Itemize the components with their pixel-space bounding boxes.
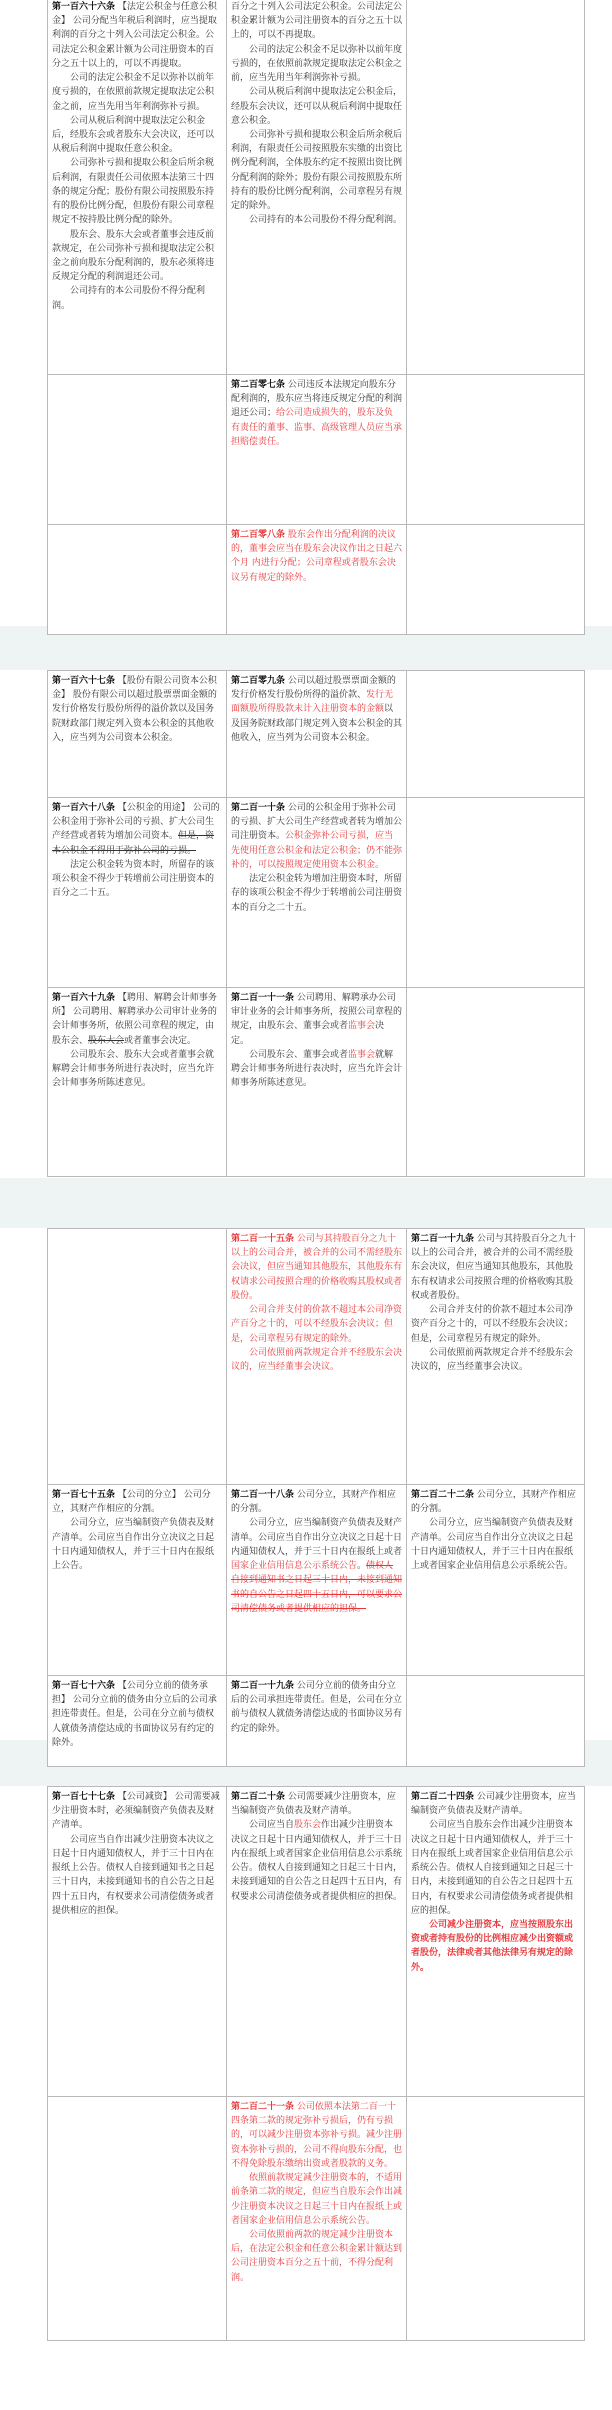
final-cell	[407, 1787, 585, 2097]
clause-text: 公司与其持股百分之九十以上的公司合并，被合并的公司不需经股东会决议，但应当通知其他股东，其他股东有权请求公司按照合理的价格收购其股权或者股份。	[231, 1234, 403, 1301]
clause-text: 百分之十列入公司法定公积金。公司法定公积金累计额为公司注册资本的百分之五十以上的，可以不再提取。	[231, 2, 403, 41]
final-cell	[407, 2097, 585, 2341]
draft-cell	[227, 2097, 407, 2341]
old-law-cell	[48, 0, 227, 375]
clause-text: 公司减少注册资本，应当编制资产负债表及财产清单。	[411, 1792, 576, 1817]
clause-text: 股东会	[294, 1820, 322, 1831]
clause-text: 就解聘会计师事务所进行表决时，应当允许会计师事务所陈述意见。	[231, 1049, 403, 1089]
clause-text: 公司分立，其财产作相应的分割。	[411, 1490, 576, 1515]
clause-paragraph	[52, 114, 222, 157]
clause-text: 公司从税后利润中提取法定公积金后，经股东会或者股东大会决议，还可以从税后利润中提取任意公积金。	[52, 115, 215, 155]
clause-paragraph	[231, 378, 402, 449]
clause-text: 公司应当自作出减少注册资本决议之日起十日内通知债权人，并于三十日内在报纸上公告。债权人自接到通知书之日起三十日内，未接到通知书的自公告之日起四十五日内，有权要求公司清偿债务或者提供相应的担保。	[52, 1834, 215, 1916]
clause-paragraph	[231, 1346, 402, 1374]
clause-paragraph	[52, 1833, 222, 1918]
clause-text: 公司从税后利润中提取法定公积金后，经股东会决议，还可以从税后利润中提取任意公积金。	[231, 87, 403, 126]
draft-cell	[227, 1485, 407, 1676]
clause-paragraph	[231, 213, 402, 227]
clause-text: 【公积金的用途】 公司的公积金用于弥补公司的亏损、扩大公司生产经营或者转为增加公司资本。	[52, 803, 220, 842]
clause-paragraph	[52, 674, 222, 745]
clause-paragraph	[52, 71, 222, 114]
table-row	[48, 798, 585, 988]
table-row	[48, 1485, 585, 1676]
final-cell	[407, 798, 585, 988]
clause-text: 作出减少注册资本决议之日起十日内通知债权人，并于三十日内在报纸上或者国家企业信用信息公示系统公告。债权人自接到通知之日起三十日内，未接到通知的自公告之日起四十五日内，有权要求公司清偿债务或者提供相应的担保。	[231, 1820, 403, 1902]
old-law-cell	[48, 1229, 227, 1485]
clause-text: 公司与其持股百分之九十以上的公司合并，被合并的公司不需经股东会决议，但应当通知其他股东，其他股东有权请求公司按照合理的价格收购其股权或者股份。	[411, 1234, 576, 1301]
comparison-table-2	[47, 670, 585, 1177]
clause-text: 【公司减资】 公司需要减少注册资本时，必须编制资产负债表及财产清单。	[52, 1792, 220, 1831]
final-cell	[407, 525, 585, 635]
clause-paragraph	[231, 128, 402, 213]
article-number: 第二百一十九条	[411, 1234, 475, 1244]
clause-text: 股东大会	[88, 1035, 125, 1046]
article-number: 第一百六十九条	[52, 993, 116, 1003]
clause-text: 决定。	[231, 1021, 385, 1046]
clause-paragraph	[52, 1488, 222, 1516]
clause-paragraph	[231, 801, 402, 872]
clause-paragraph	[52, 0, 222, 71]
clause-text: 监事会	[348, 1049, 376, 1060]
article-number: 第二百一十五条	[231, 1234, 295, 1244]
clause-text: 公司分立，应当编制资产负债表及财产清单。公司应当自作出分立决议之日起十日内通知债权人，并于三十日内在报纸上公告。	[52, 1518, 215, 1572]
draft-cell	[227, 525, 407, 635]
clause-paragraph	[231, 43, 402, 86]
clause-text: 公司分立，其财产作相应的分割。	[231, 1490, 396, 1515]
article-number: 第二百一十条	[231, 803, 286, 813]
clause-text: 公司的法定公积金不足以弥补以前年度亏损的，在依照前款规定提取法定公积金之前，应当先用当年利润弥补亏损。	[231, 44, 403, 84]
draft-cell	[227, 671, 407, 798]
old-law-cell	[48, 1485, 227, 1676]
clause-paragraph	[52, 284, 222, 312]
clause-paragraph	[231, 1516, 402, 1616]
clause-text: 公司合并支付的价款不超过本公司净资产百分之十的，可以不经股东会决议；但是，公司章程另有规定的除外。	[231, 1305, 403, 1344]
final-cell	[407, 1676, 585, 1767]
table-row	[48, 1229, 585, 1485]
clause-text: 公司聘用、解聘承办公司审计业务的会计师事务所，按照公司章程的规定，由股东会、董事会或者	[231, 993, 403, 1032]
article-number: 第二百零八条	[231, 530, 286, 540]
clause-paragraph	[231, 991, 402, 1048]
draft-cell	[227, 1229, 407, 1485]
clause-text: 公司股东会、股东大会或者董事会就解聘会计师事务所进行表决时，应当允许会计师事务所陈述意见。	[52, 1049, 215, 1089]
article-number: 第一百六十七条	[52, 676, 116, 686]
clause-text: 以及国务院财政部门规定列入资本公积金的其他收入，应当列为公司资本公积金。	[231, 704, 403, 743]
clause-paragraph	[52, 1516, 222, 1573]
table-row	[48, 1676, 585, 1767]
table-row	[48, 375, 585, 525]
clause-text: 【法定公积金与任意公积金】 公司分配当年税后利润时，应当提取利润的百分之十列入公司法定公积金。公司法定公积金累计额为公司注册资本的百分之五十以上的，可以不再提取。	[52, 2, 217, 69]
table-row	[48, 1787, 585, 2097]
clause-paragraph	[411, 1790, 580, 1818]
draft-cell	[227, 798, 407, 988]
article-number: 第一百六十六条	[52, 2, 116, 12]
article-number: 第二百零九条	[231, 676, 286, 686]
draft-cell	[227, 1787, 407, 2097]
clause-paragraph	[411, 1232, 580, 1303]
table-row	[48, 0, 585, 375]
clause-text: 公司依照前两款的规定减少注册资本后，在法定公积金和任意公积金累计额达到公司注册资本百分之五十前，不得分配利润。	[231, 2229, 403, 2283]
clause-paragraph	[231, 1232, 402, 1303]
clause-text: 但是，资本公积金不得用于弥补公司的亏损。	[52, 831, 215, 856]
draft-cell	[227, 0, 407, 375]
clause-text: 股东会作出分配利润的决议的，董事会应当在股东会决议作出之日起六个月 内进行分配；公司章程或者股东会决议另有规定的除外。	[231, 530, 403, 583]
comparison-table-1	[47, 0, 585, 635]
clause-paragraph	[411, 1818, 580, 1918]
clause-paragraph	[231, 872, 402, 915]
clause-paragraph	[411, 1516, 580, 1573]
comparison-table-4	[47, 1786, 585, 2341]
comparison-table-3	[47, 1228, 585, 1767]
clause-text: 公司违反本法规定向股东分配利润的，股东应当将违反规定分配的利润退还公司；	[231, 380, 403, 419]
table-row	[48, 525, 585, 635]
clause-paragraph	[231, 1488, 402, 1516]
clause-paragraph	[411, 1346, 580, 1374]
clause-paragraph	[411, 1918, 580, 1975]
clause-text: 公司的公积金用于弥补公司的亏损、扩大公司生产经营或者转为增加公司注册资本。	[231, 803, 403, 842]
clause-text: 公司以超过股票票面金额的发行价格发行股份所得的溢价款、	[231, 676, 396, 701]
clause-text: 公司持有的本公司股份不得分配利润。	[249, 215, 403, 226]
clause-paragraph	[231, 2171, 402, 2228]
clause-text: 公司持有的本公司股份不得分配利润。	[52, 286, 206, 311]
final-cell	[407, 671, 585, 798]
clause-text: 股东会、股东大会或者董事会违反前款规定，在公司弥补亏损和提取法定公积金之前向股东分配利润的，股东必须将违反规定分配的利润退还公司。	[52, 229, 215, 283]
clause-text: 公司股东会、董事会或者	[249, 1049, 349, 1060]
clause-text: 法定公积金转为资本时，所留存的该项公积金不得少于转增前公司注册资本的百分之二十五。	[52, 859, 215, 899]
article-number: 第二百二十四条	[411, 1792, 475, 1802]
clause-text: 【公司分立前的债务承担】 公司分立前的债务由分立后的公司承担连带责任。但是，公司在分立前与债权人就债务清偿达成的书面协议另有约定的除外。	[52, 1681, 217, 1748]
clause-paragraph	[52, 228, 222, 285]
section-gap-2	[0, 1178, 612, 1228]
clause-paragraph	[231, 1303, 402, 1346]
clause-text: 法定公积金转为增加注册资本时，所留存的该项公积金不得少于转增前公司注册资本的百分之二十五。	[231, 874, 403, 913]
article-number: 第二百二十条	[231, 1792, 286, 1802]
article-number: 公司减少注册资本，应当按照股东出资或者持有股份的比例相应减少出资额或者股份，法律或者其他法律另有规定的除外。	[411, 1919, 574, 1973]
final-cell	[407, 0, 585, 375]
article-number: 第二百零七条	[231, 380, 286, 390]
old-law-cell	[48, 1676, 227, 1767]
clause-text: 公司应当自	[249, 1820, 295, 1831]
clause-text: 公司应当自股东会作出减少注册资本决议之日起十日内通知债权人，并于三十日内在报纸上或者国家企业信用信息公示系统公告。债权人自接到通知之日起三十日内，未接到通知的自公告之日起四十五日内，有权要求公司清偿债务或者提供相应的担保。	[411, 1820, 574, 1916]
article-number: 第一百七十六条	[52, 1681, 116, 1691]
clause-paragraph	[231, 85, 402, 128]
clause-text: 公司弥补亏损和提取公积金后所余税后利润，有限责任公司依照本法第三十四条的规定分配；股份有限公司按照股东持有的股份比例分配，但股份有限公司章程规定不按持股比例分配的除外。	[52, 158, 215, 226]
table-row	[48, 988, 585, 1177]
clause-paragraph	[231, 528, 402, 585]
clause-text: 公司合并支付的价款不超过本公司净资产百分之十的，可以不经股东会决议；但是，公司章程另有规定的除外。	[411, 1305, 574, 1344]
old-law-cell	[48, 525, 227, 635]
clause-text: 或者董事会决定。	[124, 1035, 197, 1046]
clause-text: 公司分立前的债务由分立后的公司承担连带责任。但是，公司在分立前与债权人就债务清偿达成的书面协议另有约定的除外。	[231, 1681, 403, 1734]
clause-text: 公司分立，应当编制资产负债表及财产清单。公司应当自作出分立决议之日起十日内通知债权人，并于三十日内在报纸上或者国家企业信用信息公示系统公告。	[411, 1518, 574, 1572]
article-number: 第二百一十一条	[231, 993, 295, 1003]
clause-text: 公积金弥补公司亏损，应当先使用任意公积金和法定公积金；仍不能弥补的，可以按照规定使用资本公积金。	[231, 831, 403, 870]
draft-cell	[227, 375, 407, 525]
draft-cell	[227, 1676, 407, 1767]
old-law-cell	[48, 1787, 227, 2097]
article-number: 第二百二十二条	[411, 1490, 475, 1500]
clause-text: 国家企业信用信息公示系统公告	[231, 1561, 358, 1572]
draft-cell	[227, 988, 407, 1177]
clause-text: 公司需要减少注册资本，应当编制资产负债表及财产清单。	[231, 1792, 396, 1817]
clause-text: 。	[357, 1561, 367, 1572]
clause-paragraph	[52, 156, 222, 227]
clause-paragraph	[52, 858, 222, 901]
clause-paragraph	[231, 674, 402, 745]
clause-paragraph	[231, 2228, 402, 2285]
old-law-cell	[48, 2097, 227, 2341]
clause-paragraph	[52, 1790, 222, 1833]
clause-text: 公司依照前两款规定合并不经股东会决议的，应当经董事会决议。	[411, 1347, 574, 1372]
table-row	[48, 671, 585, 798]
clause-text: 公司的法定公积金不足以弥补以前年度亏损的，在依照前款规定提取法定公积金之前，应当先用当年利润弥补亏损。	[52, 73, 215, 112]
clause-paragraph	[231, 1048, 402, 1091]
article-number: 第二百一十九条	[231, 1681, 295, 1691]
clause-paragraph	[52, 801, 222, 858]
table-row	[48, 2097, 585, 2341]
article-number: 第一百七十五条	[52, 1490, 116, 1500]
clause-text: 发行无面额股所得股款未计入注册资本的金额	[231, 690, 394, 715]
clause-text: 依照前款规定减少注册资本的，不适用前条第二款的规定，但应当自股东会作出减少注册资本决议之日起三十日内在报纸上或者国家企业信用信息公示系统公告。	[231, 2173, 403, 2226]
clause-paragraph	[231, 1790, 402, 1818]
clause-text: 监事会	[348, 1021, 376, 1032]
old-law-cell	[48, 988, 227, 1177]
final-cell	[407, 375, 585, 525]
old-law-cell	[48, 671, 227, 798]
article-number: 第一百六十八条	[52, 803, 116, 813]
article-number: 第二百一十八条	[231, 1490, 295, 1500]
clause-paragraph	[231, 0, 402, 43]
clause-text: 【股份有限公司资本公积金】 股份有限公司以超过股票票面金额的发行价格发行股份所得的溢价款以及国务院财政部门规定列入资本公积金的其他收入，应当列为公司资本公积金。	[52, 676, 217, 743]
final-cell	[407, 1229, 585, 1485]
clause-paragraph	[52, 1048, 222, 1091]
article-number: 第一百七十七条	[52, 1792, 116, 1802]
clause-paragraph	[52, 1679, 222, 1750]
clause-paragraph	[231, 1818, 402, 1903]
clause-text: 给公司造成损失的，股东及负有责任的董事、监事、高级管理人员应当承担赔偿责任。	[231, 408, 403, 447]
article-number: 第二百二十一条	[231, 2102, 295, 2112]
final-cell	[407, 988, 585, 1177]
clause-text: 公司依照前两款规定合并不经股东会决议的，应当经董事会决议。	[231, 1347, 403, 1372]
clause-paragraph	[231, 1679, 402, 1736]
clause-text: 公司依照本法第二百一十四条第二款的规定弥补亏损后，仍有亏损的，可以减少注册资本弥补亏损。减少注册资本弥补亏损的，公司不得向股东分配，也不得免除股东缴纳出资或者股款的义务。	[231, 2102, 403, 2169]
clause-paragraph	[52, 991, 222, 1048]
clause-text: 公司分立，应当编制资产负债表及财产清单。公司应当自作出分立决议之日起十日内通知债权人，并于三十日内在报纸上或者	[231, 1518, 403, 1557]
clause-text: 【聘用、解聘会计师事务所】 公司聘用、解聘承办公司审计业务的会计师事务所，依照公司章程的规定，由股东会、	[52, 993, 217, 1046]
old-law-cell	[48, 375, 227, 525]
clause-text: 【公司的分立】 公司分立，其财产作相应的分割。	[52, 1490, 211, 1515]
clause-text: 公司弥补亏损和提取公积金后所余税后利润，有限责任公司按照股东实缴的出资比例分配利润，全体股东约定不按照出资比例分配利润的除外；股份有限公司按照股东所持有的股份比例分配利润，公司章程另有规定的除外。	[231, 129, 403, 212]
clause-paragraph	[231, 2100, 402, 2171]
clause-text: 债权人自接到通知书之日起三十日内，未接到通知书的自公告之日起四十五日内，可以要求公司清偿债务或者提供相应的担保。	[231, 1561, 403, 1614]
clause-paragraph	[411, 1488, 580, 1516]
clause-paragraph	[411, 1303, 580, 1346]
old-law-cell	[48, 798, 227, 988]
final-cell	[407, 1485, 585, 1676]
